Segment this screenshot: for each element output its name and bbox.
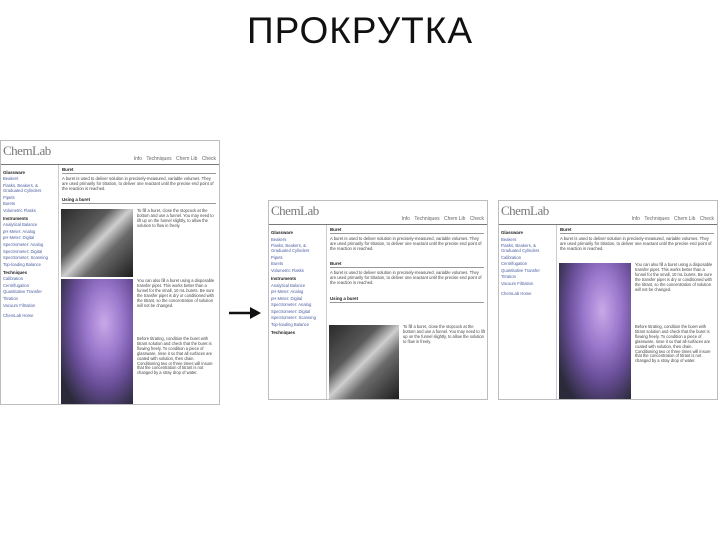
right-arrow-icon [228, 306, 262, 320]
chemlab-sidebar [1, 165, 59, 404]
sidebar-heading-glassware: Glassware [271, 229, 293, 235]
sidebar-item[interactable]: Spectrometer: Scanning [3, 255, 48, 261]
sidebar-item[interactable]: pH Meter: Analog [271, 289, 304, 295]
chemlab-header [1, 141, 219, 165]
sidebar-item[interactable]: Vacuum Filtration [501, 280, 534, 286]
sidebar-item[interactable]: Beakers [3, 176, 19, 182]
nav-chemlib-link[interactable]: Chem Lib [176, 155, 198, 162]
sidebar-heading-instruments: Instruments [3, 215, 29, 221]
sidebar-item[interactable]: Volumetric Flasks [271, 267, 304, 273]
nav-info-link[interactable]: Info [631, 215, 640, 222]
sidebar-item[interactable]: Calibration [3, 276, 24, 282]
glove-photo [559, 263, 631, 399]
sidebar-item[interactable]: Volumetric Flasks [3, 207, 36, 213]
sidebar-item[interactable]: Flasks, Beakers, & Graduated Cylinders [501, 243, 540, 254]
sidebar-heading-glassware: Glassware [3, 169, 25, 175]
titrating-caption: Before titrating, condition the buret with titrant solution and check that the buret is flowing freely. To condition a piece of glassware, rinse it so that all surfaces are coated with solution, then drain. Conditioning two or three times will insure that the concentration of titrant is not changed by a stray drop of water. [137, 336, 213, 376]
sidebar-item[interactable]: Calibration [501, 254, 522, 260]
chemlab-header [269, 201, 487, 225]
chemlab-header [499, 201, 717, 225]
buret-heading: Buret [330, 227, 484, 234]
buret-heading: Buret [62, 167, 216, 174]
sidebar-item[interactable]: Titration [501, 274, 516, 280]
sidebar-item[interactable]: pH Meter: Digital [3, 235, 35, 241]
sidebar-item[interactable]: Top-loading Balance [3, 261, 41, 267]
nav-check-link[interactable]: Check [699, 215, 714, 222]
chemlab-home-link[interactable]: ChemLab Home [3, 312, 34, 318]
sidebar-item[interactable]: Pipets [271, 254, 283, 260]
sidebar-item[interactable]: Pipets [3, 194, 15, 200]
sidebar-heading-techniques: Techniques [271, 329, 296, 335]
nav-techniques-link[interactable]: Techniques [644, 215, 670, 222]
prefill-caption: You can also fill a buret using a disposable transfer pipet. This works better than a funnel for the small, 10 mL burets. Be sure the transfer pipet is dry or conditioned with the titrant, so the concentration of solution will not be changed. [137, 278, 215, 308]
sidebar-item[interactable]: Analytical Balance [271, 282, 306, 288]
sidebar-heading-techniques: Techniques [3, 269, 28, 275]
chemlab-home-link[interactable]: ChemLab Home [501, 290, 532, 296]
sidebar-item[interactable]: Flasks, Beakers, & Graduated Cylinders [3, 182, 42, 193]
slide-title: ПРОКРУТКА [247, 10, 473, 51]
sidebar-item[interactable]: pH Meter: Digital [271, 295, 303, 301]
sidebar-item[interactable]: Vacuum Filtration [3, 302, 36, 308]
sidebar-item[interactable]: Flasks, Beakers, & Graduated Cylinders [271, 243, 310, 254]
sidebar-item[interactable]: Top-loading Balance [271, 321, 309, 327]
nav-check-link[interactable]: Check [201, 155, 216, 162]
chemlab-sidebar [269, 225, 327, 399]
sidebar-item[interactable]: Titration [3, 296, 18, 301]
sidebar-item[interactable]: Burets [271, 261, 284, 267]
chemlab-nav [629, 216, 714, 222]
funnel-photo [329, 325, 399, 399]
chemlab-nav [131, 156, 216, 162]
using-buret-heading: Using a buret [62, 197, 216, 204]
chemlab-sidebar [499, 225, 557, 399]
nav-chemlib-link[interactable]: Chem Lib [444, 215, 466, 222]
titrating-caption: Before titrating, condition the buret with titrant solution and check that the buret is flowing freely. To condition a piece of glassware, rinse it so that all surfaces are coated with solution, then drain. Conditioning two or three times will insure that the concentration of titrant is not changed by a stray drop of water. [635, 324, 711, 364]
nav-techniques-link[interactable]: Techniques [146, 155, 172, 162]
using-buret-heading: Using a buret [330, 296, 484, 303]
sidebar-item[interactable]: Beakers [501, 236, 517, 242]
nav-check-link[interactable]: Check [469, 215, 484, 222]
buret-heading: Buret [330, 261, 484, 268]
sidebar-item[interactable]: pH Meter: Analog [3, 228, 36, 234]
sidebar-item[interactable]: Spectrometer: Digital [271, 308, 311, 314]
buret-text: A buret is used to deliver solution in precisely-measured, variable volumes. They are used primarily for titration, to deliver one reactant until the precise end point of the reaction is reached. [62, 175, 214, 191]
buret-text: A buret is used to deliver solution in precisely-measured, variable volumes. They are used primarily for titration, to deliver one reactant until the precise end point of the reaction is reached. [330, 270, 482, 286]
buret-text: A buret is used to deliver solution in precisely-measured, variable volumes. They are used primarily for titration, to deliver one reactant until the precise end point of the reaction is reached. [330, 236, 482, 252]
chemlab-screenshot-top [268, 200, 488, 400]
chemlab-logo: ChemLab [3, 143, 51, 158]
buret-text: A buret is used to deliver solution in precisely-measured, variable volumes. They are used primarily for titration, to deliver one reactant until the precise end point of the reaction is reached. [560, 236, 712, 252]
sidebar-heading-instruments: Instruments [271, 275, 297, 281]
sidebar-item[interactable]: Analytical Balance [3, 222, 38, 228]
nav-info-link[interactable]: Info [133, 155, 142, 162]
fill-caption: To fill a buret, close the stopcock at the bottom and use a funnel. You may need to lift up on the funnel slightly, to allow the solution to flow in freely. [137, 208, 214, 228]
sidebar-item[interactable]: Quantitative Transfer [3, 289, 42, 295]
sidebar-item[interactable]: Centrifugation [501, 261, 528, 267]
nav-info-link[interactable]: Info [401, 215, 410, 222]
sidebar-item[interactable]: Spectrometer: Analog [271, 302, 312, 308]
sidebar-item[interactable]: Quantitative Transfer [501, 267, 540, 273]
sidebar-item[interactable]: Spectrometer: Analog [3, 242, 44, 247]
chemlab-logo: ChemLab [271, 203, 319, 218]
sidebar-item[interactable]: Spectrometer: Scanning [271, 315, 316, 321]
nav-techniques-link[interactable]: Techniques [414, 215, 440, 222]
nav-chemlib-link[interactable]: Chem Lib [674, 215, 696, 222]
funnel-photo [61, 209, 133, 277]
chemlab-logo: ChemLab [501, 203, 549, 218]
prefill-caption: You can also fill a buret using a disposable transfer pipet. This works better than a funnel for the small, 10 mL burets. Be sure the transfer pipet is dry or conditioned with the titrant, so the concentration of solution will not be changed. [635, 262, 713, 292]
buret-heading: Buret [560, 227, 714, 234]
sidebar-heading-glassware: Glassware [501, 229, 523, 235]
chemlab-nav [399, 216, 484, 222]
glove-photo [61, 279, 133, 404]
chemlab-screenshot-scrolled [498, 200, 718, 400]
chemlab-screenshot-full [0, 140, 220, 405]
sidebar-item[interactable]: Centrifugation [3, 282, 30, 288]
sidebar-item[interactable]: Burets [3, 201, 16, 207]
sidebar-item[interactable]: Spectrometer: Digital [3, 248, 43, 254]
fill-caption: To fill a buret, close the stopcock at the bottom and use a funnel. You may need to lift up on the funnel slightly, to allow the solution to flow in freely. [403, 324, 485, 344]
sidebar-item[interactable]: Beakers [271, 236, 287, 242]
